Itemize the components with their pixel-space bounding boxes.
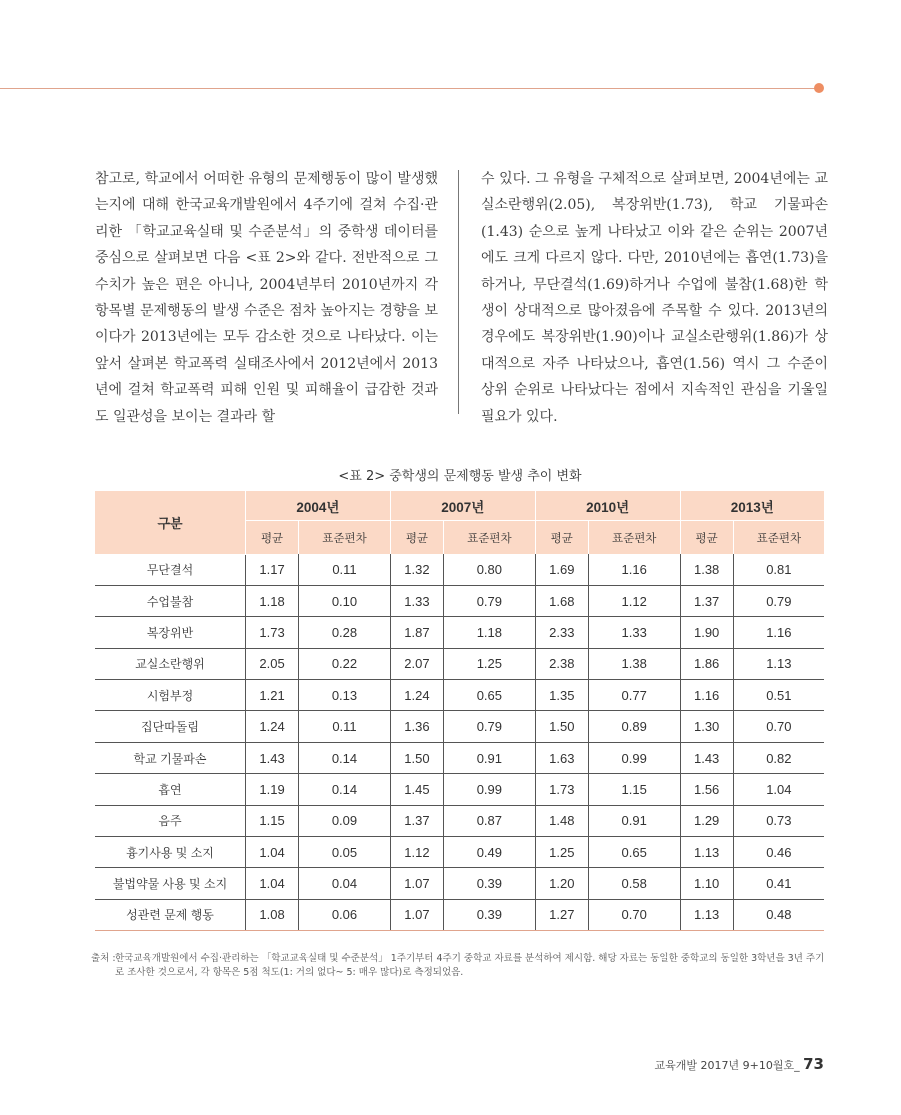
cell-sd: 0.06 <box>299 899 391 930</box>
table-row <box>95 899 824 930</box>
cell-sd: 0.39 <box>443 899 535 930</box>
cell-sd: 0.82 <box>733 742 824 773</box>
cell-sd: 0.46 <box>733 837 824 868</box>
row-label: 흡연 <box>95 774 246 805</box>
cell-mean: 1.37 <box>680 585 733 616</box>
cell-mean: 1.56 <box>680 774 733 805</box>
cell-sd: 0.87 <box>443 805 535 836</box>
cell-sd: 0.89 <box>588 711 680 742</box>
source-note <box>91 952 831 980</box>
cell-mean: 1.13 <box>680 837 733 868</box>
cell-sd: 1.16 <box>733 617 824 648</box>
cell-mean: 1.18 <box>246 585 299 616</box>
cell-sd: 0.65 <box>443 680 535 711</box>
cell-mean: 2.33 <box>535 617 588 648</box>
cell-sd: 0.77 <box>588 680 680 711</box>
cell-sd: 0.11 <box>299 711 391 742</box>
top-decorative-rule <box>0 88 816 89</box>
cell-sd: 0.79 <box>733 585 824 616</box>
cell-sd: 0.79 <box>443 711 535 742</box>
cell-mean: 1.38 <box>680 554 733 585</box>
cell-mean: 1.24 <box>390 680 443 711</box>
table-row <box>95 837 824 868</box>
cell-mean: 1.90 <box>680 617 733 648</box>
cell-mean: 2.05 <box>246 648 299 679</box>
footer-publication: 교육개발 2017년 9+10월호_ <box>654 1059 800 1072</box>
table-row <box>95 742 824 773</box>
source-text: 한국교육개발원에서 수집·관리하는 「학교교육실태 및 수준분석」 1주기부터 4주기 중학교 자료를 분석하여 제시함. 해당 자료는 동일한 중학교의 동일한 3학년을 3년 주기로 조사한 것으로서, 각 항목은 5점 척도(1: 거의 없다~ 5: 매우 많다)로 측정되었음. <box>115 953 825 978</box>
cell-sd: 0.99 <box>588 742 680 773</box>
header-mean: 평균 <box>390 521 443 555</box>
row-label: 성관련 문제 행동 <box>95 899 246 930</box>
header-sd: 표준편차 <box>443 521 535 555</box>
cell-mean: 1.73 <box>535 774 588 805</box>
cell-mean: 1.12 <box>390 837 443 868</box>
cell-mean: 1.13 <box>680 899 733 930</box>
cell-sd: 0.48 <box>733 899 824 930</box>
cell-sd: 0.91 <box>588 805 680 836</box>
cell-mean: 1.63 <box>535 742 588 773</box>
table-row <box>95 774 824 805</box>
cell-sd: 0.91 <box>443 742 535 773</box>
header-sd: 표준편차 <box>588 521 680 555</box>
cell-sd: 0.05 <box>299 837 391 868</box>
cell-sd: 1.18 <box>443 617 535 648</box>
cell-mean: 1.48 <box>535 805 588 836</box>
header-year-2004: 2004년 <box>246 491 391 521</box>
cell-mean: 1.36 <box>390 711 443 742</box>
cell-sd: 1.13 <box>733 648 824 679</box>
source-label: 출처 : <box>91 953 116 964</box>
cell-mean: 2.38 <box>535 648 588 679</box>
cell-sd: 0.14 <box>299 742 391 773</box>
cell-mean: 1.27 <box>535 899 588 930</box>
cell-mean: 1.43 <box>246 742 299 773</box>
cell-mean: 1.30 <box>680 711 733 742</box>
row-label: 집단따돌림 <box>95 711 246 742</box>
problem-behavior-table <box>95 491 824 931</box>
cell-sd: 0.10 <box>299 585 391 616</box>
cell-sd: 0.99 <box>443 774 535 805</box>
cell-mean: 1.24 <box>246 711 299 742</box>
cell-sd: 0.51 <box>733 680 824 711</box>
row-label: 시험부정 <box>95 680 246 711</box>
cell-sd: 0.13 <box>299 680 391 711</box>
cell-sd: 0.79 <box>443 585 535 616</box>
body-text-right-column: 수 있다. 그 유형을 구체적으로 살펴보면, 2004년에는 교실소란행위(2.05), 복장위반(1.73), 학교 기물파손(1.43) 순으로 높게 나타났고 이와 같은 순위는 2007년에도 크게 다르지 않다. 다만, 2010년에는 흡연(1.73)을 하거나, 무단결석(1.69)하거나 수업에 불참(1.68)한 학생이 상대적으로 많아졌음에 주목할 수 있다. 2013년의 경우에도 복장위반(1.90)이나 교실소란행위(1.86)가 상대적으로 자주 나타났으나, 흡연(1.56) 역시 그 수준이 상위 순위로 나타났다는 점에서 지속적인 관심을 기울일 필요가 있다. <box>481 171 828 425</box>
cell-mean: 1.33 <box>390 585 443 616</box>
cell-mean: 1.16 <box>680 680 733 711</box>
row-label: 불법약물 사용 및 소지 <box>95 868 246 899</box>
row-label: 음주 <box>95 805 246 836</box>
cell-sd: 0.58 <box>588 868 680 899</box>
page-number: 73 <box>803 1055 824 1073</box>
table-row <box>95 617 824 648</box>
cell-mean: 1.21 <box>246 680 299 711</box>
table-row <box>95 805 824 836</box>
cell-mean: 1.07 <box>390 899 443 930</box>
row-label: 학교 기물파손 <box>95 742 246 773</box>
body-text-left-column: 참고로, 학교에서 어떠한 유형의 문제행동이 많이 발생했는지에 대해 한국교육개발원에서 4주기에 걸쳐 수집·관리한 「학교교육실태 및 수준분석」의 중학생 데이터를 중심으로 살펴보면 다음 <표 2>와 같다. 전반적으로 그 수치가 높은 편은 아니나, 2004년부터 2010년까지 각 항목별 문제행동의 발생 수준은 점차 높아지는 경향을 보이다가 2013년에는 모두 감소한 것으로 나타났다. 이는 앞서 살펴본 학교폭력 실태조사에서 2012년에서 2013년에 걸쳐 학교폭력 피해 인원 및 피해율이 급감한 것과도 일관성을 보이는 결과라 할 <box>95 171 438 425</box>
cell-sd: 0.80 <box>443 554 535 585</box>
table-header-year-row <box>95 491 824 521</box>
cell-sd: 0.49 <box>443 837 535 868</box>
cell-sd: 0.04 <box>299 868 391 899</box>
cell-mean: 1.86 <box>680 648 733 679</box>
table-row <box>95 648 824 679</box>
cell-sd: 0.09 <box>299 805 391 836</box>
cell-mean: 1.87 <box>390 617 443 648</box>
cell-sd: 1.04 <box>733 774 824 805</box>
cell-sd: 0.81 <box>733 554 824 585</box>
cell-sd: 0.22 <box>299 648 391 679</box>
cell-sd: 0.14 <box>299 774 391 805</box>
cell-mean: 1.68 <box>535 585 588 616</box>
table-row <box>95 585 824 616</box>
page-footer <box>655 1055 824 1073</box>
table-row <box>95 868 824 899</box>
cell-sd: 0.70 <box>733 711 824 742</box>
row-label: 복장위반 <box>95 617 246 648</box>
cell-sd: 1.33 <box>588 617 680 648</box>
cell-mean: 1.43 <box>680 742 733 773</box>
table-row <box>95 711 824 742</box>
cell-sd: 0.41 <box>733 868 824 899</box>
cell-mean: 1.50 <box>390 742 443 773</box>
row-label: 수업불참 <box>95 585 246 616</box>
header-row-label: 구분 <box>95 491 246 554</box>
cell-sd: 0.65 <box>588 837 680 868</box>
cell-mean: 1.15 <box>246 805 299 836</box>
column-divider <box>458 170 459 414</box>
header-year-2013: 2013년 <box>680 491 824 521</box>
header-mean: 평균 <box>680 521 733 555</box>
table-row <box>95 680 824 711</box>
cell-mean: 1.37 <box>390 805 443 836</box>
cell-mean: 1.69 <box>535 554 588 585</box>
cell-sd: 0.39 <box>443 868 535 899</box>
table-caption: <표 2> 중학생의 문제행동 발생 추이 변화 <box>338 469 582 484</box>
cell-sd: 0.70 <box>588 899 680 930</box>
cell-mean: 2.07 <box>390 648 443 679</box>
header-sd: 표준편차 <box>299 521 391 555</box>
top-decorative-dot <box>814 83 824 93</box>
cell-sd: 1.38 <box>588 648 680 679</box>
header-sd: 표준편차 <box>733 521 824 555</box>
table-row <box>95 554 824 585</box>
cell-mean: 1.19 <box>246 774 299 805</box>
cell-sd: 0.73 <box>733 805 824 836</box>
header-year-2010: 2010년 <box>535 491 680 521</box>
cell-sd: 1.16 <box>588 554 680 585</box>
row-label: 교실소란행위 <box>95 648 246 679</box>
cell-mean: 1.45 <box>390 774 443 805</box>
cell-mean: 1.08 <box>246 899 299 930</box>
header-mean: 평균 <box>246 521 299 555</box>
cell-sd: 0.11 <box>299 554 391 585</box>
cell-mean: 1.17 <box>246 554 299 585</box>
cell-mean: 1.20 <box>535 868 588 899</box>
cell-mean: 1.04 <box>246 837 299 868</box>
cell-sd: 1.25 <box>443 648 535 679</box>
cell-mean: 1.25 <box>535 837 588 868</box>
cell-mean: 1.32 <box>390 554 443 585</box>
header-mean: 평균 <box>535 521 588 555</box>
cell-sd: 1.15 <box>588 774 680 805</box>
cell-sd: 0.28 <box>299 617 391 648</box>
cell-mean: 1.50 <box>535 711 588 742</box>
cell-mean: 1.29 <box>680 805 733 836</box>
cell-mean: 1.35 <box>535 680 588 711</box>
cell-mean: 1.73 <box>246 617 299 648</box>
row-label: 흉기사용 및 소지 <box>95 837 246 868</box>
header-year-2007: 2007년 <box>390 491 535 521</box>
table-body <box>95 554 824 931</box>
cell-mean: 1.10 <box>680 868 733 899</box>
cell-mean: 1.07 <box>390 868 443 899</box>
row-label: 무단결석 <box>95 554 246 585</box>
cell-sd: 1.12 <box>588 585 680 616</box>
cell-mean: 1.04 <box>246 868 299 899</box>
